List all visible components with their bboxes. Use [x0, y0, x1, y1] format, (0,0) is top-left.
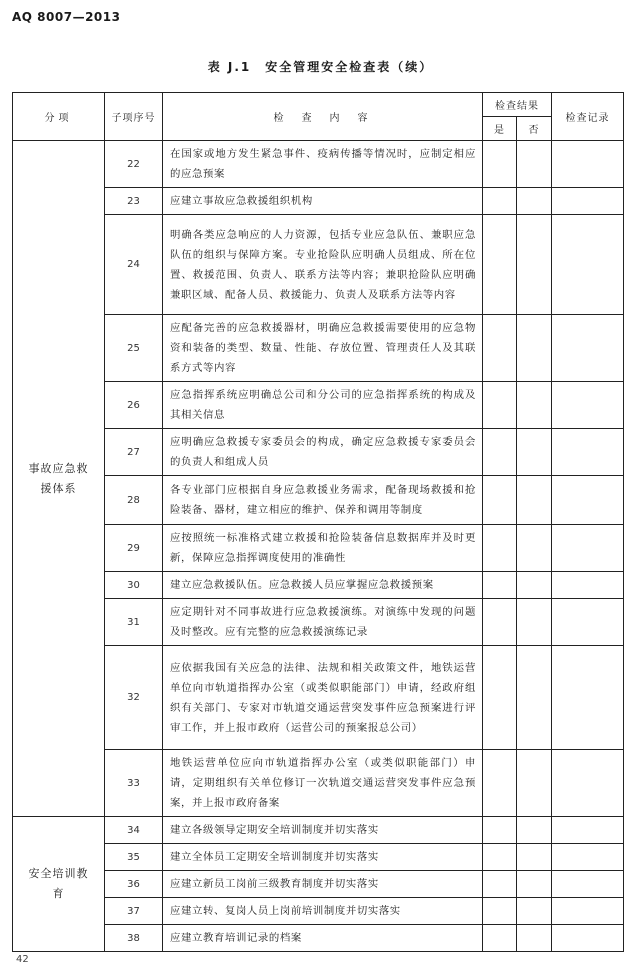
result-no-cell[interactable] — [517, 844, 552, 871]
result-yes-cell[interactable] — [483, 315, 517, 382]
result-no-cell[interactable] — [517, 382, 552, 429]
item-number: 24 — [105, 215, 163, 315]
item-content: 应建立教育培训记录的档案 — [163, 925, 483, 952]
table-row — [13, 817, 624, 844]
item-number: 29 — [105, 525, 163, 572]
item-number: 37 — [105, 898, 163, 925]
header-item-no: 子项序号 — [105, 93, 163, 141]
table-row — [13, 429, 624, 476]
record-cell[interactable] — [552, 315, 624, 382]
item-content: 明确各类应急响应的人力资源，包括专业应急队伍、兼职应急队伍的组织与保障方案。专业抢险队应明确人员组成、所在位置、救援范围、负责人、联系方法等内容；兼职抢险队应明确兼职区域、配备人员、救援能力、负责人及联系方法等内容 — [163, 215, 483, 315]
item-number: 35 — [105, 844, 163, 871]
item-content: 在国家或地方发生紧急事件、疫病传播等情况时，应制定相应的应急预案 — [163, 141, 483, 188]
record-cell[interactable] — [552, 925, 624, 952]
item-content: 各专业部门应根据自身应急救援业务需求，配备现场救援和抢险装备、器材，建立相应的维护、保养和调用等制度 — [163, 476, 483, 525]
item-number: 23 — [105, 188, 163, 215]
category-cell: 事故应急救援体系 — [13, 141, 105, 817]
result-yes-cell[interactable] — [483, 925, 517, 952]
result-no-cell[interactable] — [517, 315, 552, 382]
item-number: 33 — [105, 750, 163, 817]
record-cell[interactable] — [552, 141, 624, 188]
item-content: 地铁运营单位应向市轨道指挥办公室（或类似职能部门）申请，定期组织有关单位修订一次轨道交通运营突发事件应急预案，并上报市政府备案 — [163, 750, 483, 817]
table-body — [13, 141, 624, 952]
table-row — [13, 476, 624, 525]
record-cell[interactable] — [552, 646, 624, 750]
result-no-cell[interactable] — [517, 817, 552, 844]
item-number: 28 — [105, 476, 163, 525]
item-content: 应配备完善的应急救援器材，明确应急救援需要使用的应急物资和装备的类型、数量、性能、存放位置、管理责任人及其联系方式等内容 — [163, 315, 483, 382]
safety-inspection-table — [12, 92, 624, 952]
item-content: 应建立转、复岗人员上岗前培训制度并切实落实 — [163, 898, 483, 925]
result-no-cell[interactable] — [517, 188, 552, 215]
header-record: 检查记录 — [552, 93, 624, 141]
table-row — [13, 898, 624, 925]
table-row — [13, 188, 624, 215]
item-number: 26 — [105, 382, 163, 429]
record-cell[interactable] — [552, 525, 624, 572]
result-yes-cell[interactable] — [483, 871, 517, 898]
item-number: 31 — [105, 599, 163, 646]
result-yes-cell[interactable] — [483, 844, 517, 871]
page-number: 42 — [16, 954, 29, 965]
result-no-cell[interactable] — [517, 925, 552, 952]
table-row — [13, 525, 624, 572]
record-cell[interactable] — [552, 817, 624, 844]
header-category: 分项 — [13, 93, 105, 141]
result-no-cell[interactable] — [517, 599, 552, 646]
result-no-cell[interactable] — [517, 750, 552, 817]
item-content: 建立各级领导定期安全培训制度并切实落实 — [163, 817, 483, 844]
item-content: 应依据我国有关应急的法律、法规和相关政策文件，地铁运营单位向市轨道指挥办公室（或类似职能部门）申请，经政府组织有关部门、专家对市轨道交通运营突发事件应急预案进行评审工作，并上报市政府（运营公司的预案报总公司） — [163, 646, 483, 750]
item-number: 30 — [105, 572, 163, 599]
result-no-cell[interactable] — [517, 141, 552, 188]
record-cell[interactable] — [552, 215, 624, 315]
result-yes-cell[interactable] — [483, 646, 517, 750]
result-yes-cell[interactable] — [483, 750, 517, 817]
result-no-cell[interactable] — [517, 525, 552, 572]
item-content: 应定期针对不同事故进行应急救援演练。对演练中发现的问题及时整改。应有完整的应急救援演练记录 — [163, 599, 483, 646]
item-content: 应按照统一标准格式建立救援和抢险装备信息数据库并及时更新，保障应急指挥调度使用的准确性 — [163, 525, 483, 572]
item-content: 应建立事故应急救援组织机构 — [163, 188, 483, 215]
table-row — [13, 215, 624, 315]
result-yes-cell[interactable] — [483, 525, 517, 572]
item-content: 建立全体员工定期安全培训制度并切实落实 — [163, 844, 483, 871]
record-cell[interactable] — [552, 898, 624, 925]
header-no: 否 — [517, 117, 552, 141]
record-cell[interactable] — [552, 382, 624, 429]
table-row — [13, 844, 624, 871]
item-number: 36 — [105, 871, 163, 898]
item-content: 建立应急救援队伍。应急救援人员应掌握应急救援预案 — [163, 572, 483, 599]
record-cell[interactable] — [552, 429, 624, 476]
item-number: 27 — [105, 429, 163, 476]
result-yes-cell[interactable] — [483, 188, 517, 215]
item-content: 应明确应急救援专家委员会的构成，确定应急救援专家委员会的负责人和组成人员 — [163, 429, 483, 476]
category-cell: 安全培训教育 — [13, 817, 105, 952]
result-yes-cell[interactable] — [483, 476, 517, 525]
table-row — [13, 572, 624, 599]
table-row — [13, 141, 624, 188]
item-number: 25 — [105, 315, 163, 382]
header-result: 检查结果 — [483, 93, 552, 117]
result-no-cell[interactable] — [517, 429, 552, 476]
result-yes-cell[interactable] — [483, 817, 517, 844]
record-cell[interactable] — [552, 844, 624, 871]
table-row — [13, 925, 624, 952]
header-content: 检 查 内 容 — [163, 93, 483, 141]
standard-number: AQ 8007—2013 — [12, 10, 121, 24]
result-no-cell[interactable] — [517, 476, 552, 525]
result-no-cell[interactable] — [517, 898, 552, 925]
result-yes-cell[interactable] — [483, 599, 517, 646]
result-yes-cell[interactable] — [483, 215, 517, 315]
table-row — [13, 871, 624, 898]
table-row — [13, 315, 624, 382]
item-number: 34 — [105, 817, 163, 844]
result-yes-cell[interactable] — [483, 429, 517, 476]
table-caption: 表 J.1 安全管理安全检查表（续） — [207, 60, 434, 74]
record-cell[interactable] — [552, 871, 624, 898]
result-yes-cell[interactable] — [483, 572, 517, 599]
result-no-cell[interactable] — [517, 871, 552, 898]
result-yes-cell[interactable] — [483, 898, 517, 925]
record-cell[interactable] — [552, 188, 624, 215]
table-row — [13, 646, 624, 750]
record-cell[interactable] — [552, 599, 624, 646]
record-cell[interactable] — [552, 750, 624, 817]
header-yes: 是 — [483, 117, 517, 141]
result-no-cell[interactable] — [517, 572, 552, 599]
result-yes-cell[interactable] — [483, 382, 517, 429]
item-number: 38 — [105, 925, 163, 952]
result-no-cell[interactable] — [517, 215, 552, 315]
item-content: 应急指挥系统应明确总公司和分公司的应急指挥系统的构成及其相关信息 — [163, 382, 483, 429]
item-number: 22 — [105, 141, 163, 188]
table-row — [13, 750, 624, 817]
table-row — [13, 382, 624, 429]
table-row — [13, 599, 624, 646]
result-no-cell[interactable] — [517, 646, 552, 750]
record-cell[interactable] — [552, 572, 624, 599]
item-number: 32 — [105, 646, 163, 750]
result-yes-cell[interactable] — [483, 141, 517, 188]
record-cell[interactable] — [552, 476, 624, 525]
item-content: 应建立新员工岗前三级教育制度并切实落实 — [163, 871, 483, 898]
